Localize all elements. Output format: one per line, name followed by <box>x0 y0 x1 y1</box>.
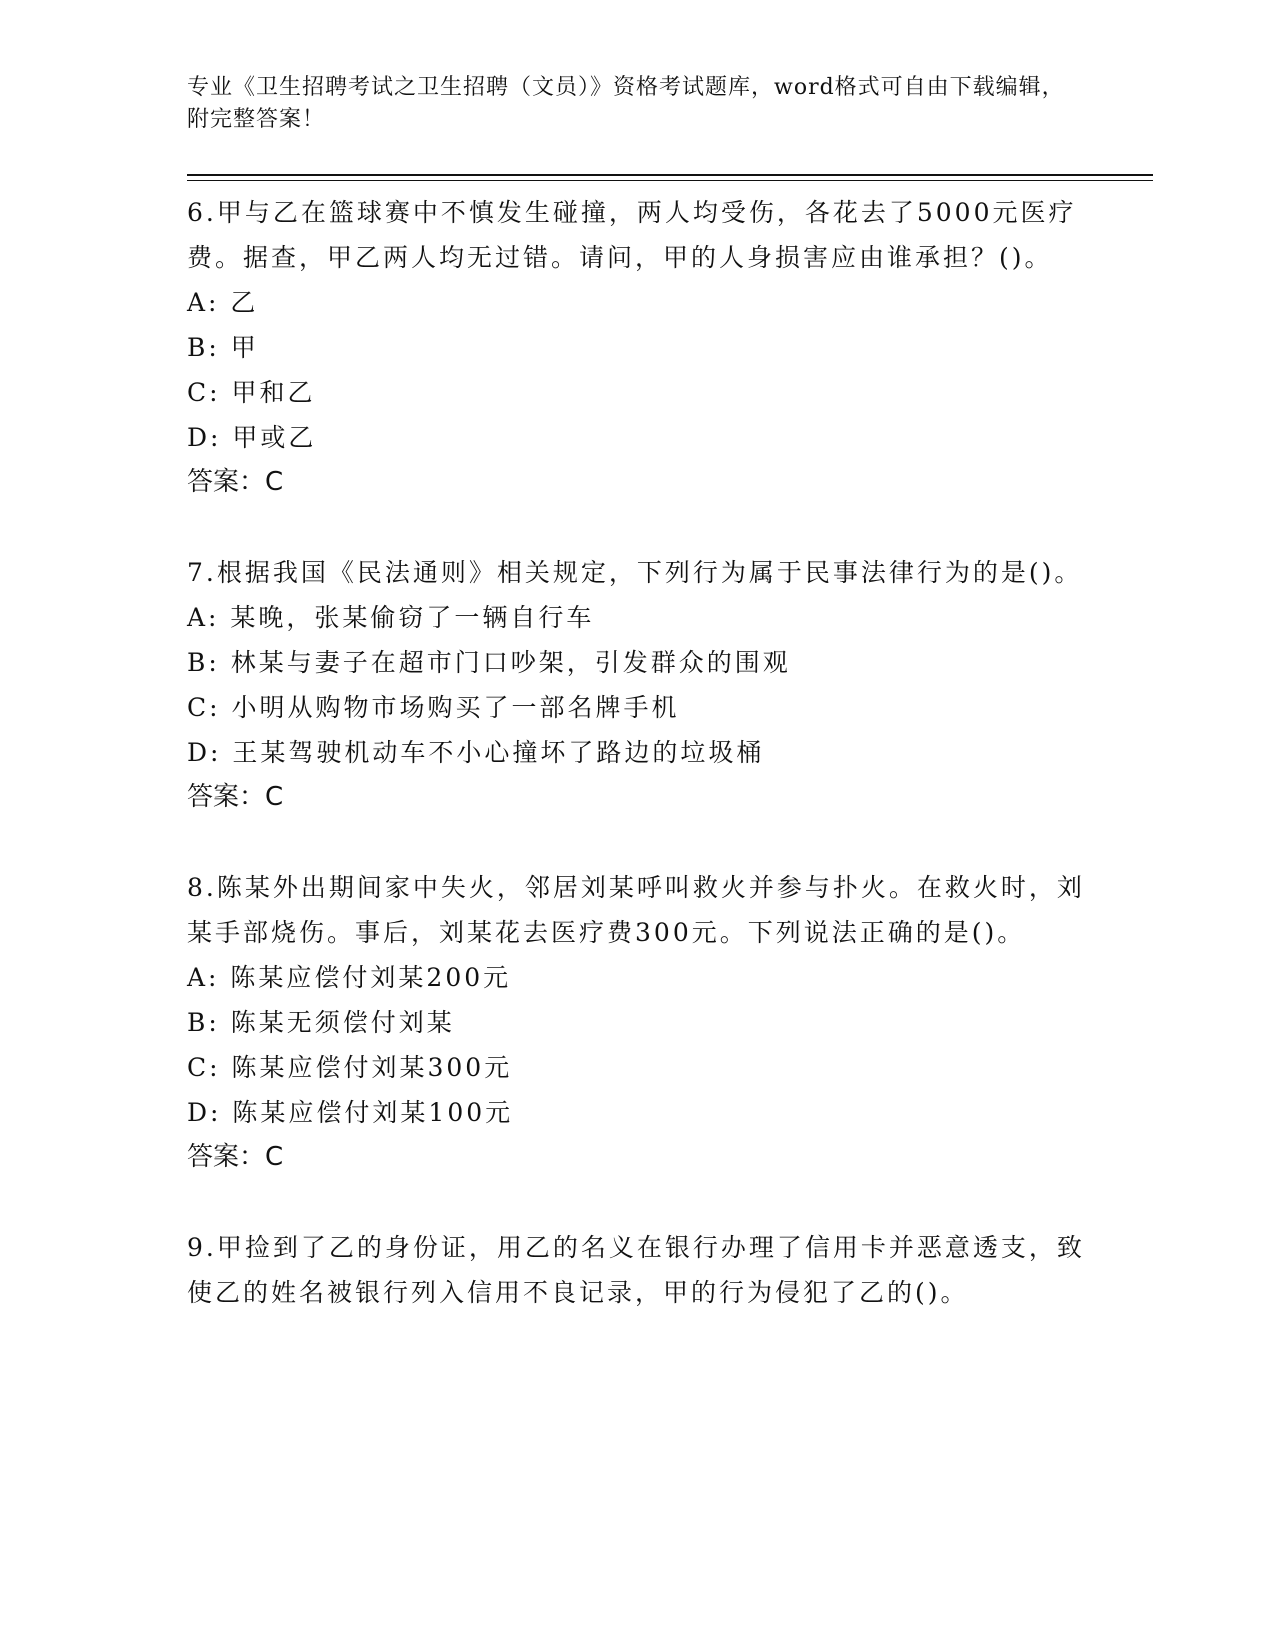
header-divider-bottom <box>187 180 1153 181</box>
answer-text: 答案：C <box>187 1142 284 1172</box>
option-a: A: 乙 <box>187 288 259 317</box>
option-b: B: 林某与妻子在超市门口吵架，引发群众的围观 <box>187 648 791 677</box>
option-b: B: 甲 <box>187 333 259 362</box>
answer-text: 答案：C <box>187 467 284 497</box>
question-text: 8.陈某外出期间家中失火，邻居刘某呼叫救火并参与扑火。在救火时，刘某手部烧伤。事后，刘某花去医疗费300元。下列说法正确的是()。 <box>187 873 1085 947</box>
document-header: 专业《卫生招聘考试之卫生招聘（文员）》资格考试题库，word格式可自由下载编辑，附完整答案！ <box>187 75 1065 132</box>
answer-text: 答案：C <box>187 782 284 812</box>
option-b: B: 陈某无须偿付刘某 <box>187 1008 455 1037</box>
option-c: C: 陈某应偿付刘某300元 <box>187 1053 513 1082</box>
question-text: 6.甲与乙在篮球赛中不慎发生碰撞，两人均受伤，各花去了5000元医疗费。据查，甲乙两人均无过错。请问，甲的人身损害应由谁承担？()。 <box>187 198 1077 272</box>
option-d: D: 甲或乙 <box>187 423 317 452</box>
question-text: 7.根据我国《民法通则》相关规定，下列行为属于民事法律行为的是()。 <box>187 558 1083 587</box>
question-text: 9.甲捡到了乙的身份证，用乙的名义在银行办理了信用卡并恶意透支，致使乙的姓名被银行列入信用不良记录，甲的行为侵犯了乙的()。 <box>187 1233 1085 1307</box>
question-list <box>187 190 1087 1360</box>
question-9 <box>187 1225 1087 1315</box>
header-divider-top <box>187 174 1153 176</box>
question-7 <box>187 550 1087 820</box>
option-c: C: 小明从购物市场购买了一部名牌手机 <box>187 693 680 722</box>
question-6 <box>187 190 1087 505</box>
question-8 <box>187 865 1087 1180</box>
option-a: A: 陈某应偿付刘某200元 <box>187 963 512 992</box>
option-a: A: 某晚，张某偷窃了一辆自行车 <box>187 603 595 632</box>
option-d: D: 陈某应偿付刘某100元 <box>187 1098 514 1127</box>
option-c: C: 甲和乙 <box>187 378 316 407</box>
option-d: D: 王某驾驶机动车不小心撞坏了路边的垃圾桶 <box>187 738 765 767</box>
